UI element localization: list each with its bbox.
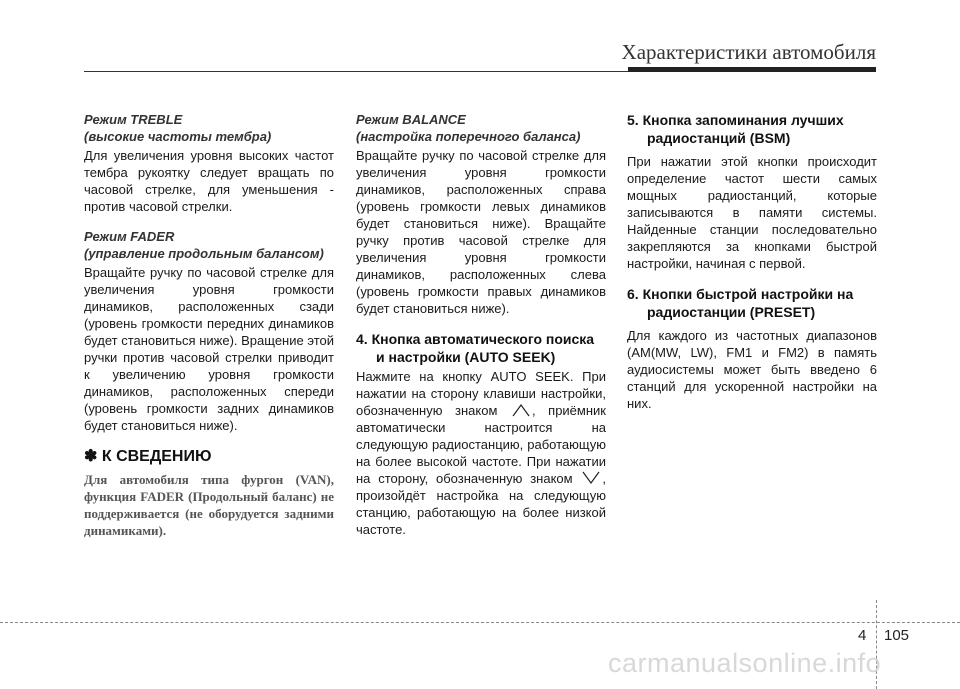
auto-seek-text-3: , произойдёт настройка на следующую станцию, работающую на более низкой частоте. — [356, 471, 606, 537]
auto-seek-text-2: , приёмник автоматически настроится на следующую радиостанцию, работающую на более высокой частоте. При нажатии на сторону, обозначенную знаком — [356, 403, 606, 486]
header-rule-thick — [628, 67, 876, 72]
fader-title: Режим FADER — [84, 229, 175, 244]
fader-subtitle: (управление продольным балансом) — [84, 246, 324, 261]
page-header-title: Характеристики автомобиля — [621, 40, 876, 64]
chapter-number: 4 — [858, 627, 867, 644]
bsm-text: При нажатии этой кнопки происходит определение частот шести самых мощных радиостанций, которые записываются в памяти системы. Найденные станции последовательно закрепляются за кнопками быстрой настройки, начиная с первой. — [627, 154, 877, 271]
bsm-heading: 5. Кнопка запоминания лучших радиостанций (BSM) — [627, 112, 844, 146]
preset-heading: 6. Кнопки быстрой настройки на радиостанции (PRESET) — [627, 286, 854, 320]
fader-text: Вращайте ручку по часовой стрелке для увеличения уровня громкости динамиков, расположенных сзади (уровень громкости передних динамиков будет становиться ниже). Вращение этой ручки против часовой стрелки приводит к увеличению уровня громкости динамиков, расположенных спереди (уровень громкости задних динамиков будет становиться ниже). — [84, 265, 334, 433]
column-left — [84, 111, 334, 539]
watermark: carmanualsonline.info — [608, 648, 882, 678]
note-heading — [84, 447, 334, 467]
auto-seek-text — [356, 368, 606, 538]
note-symbol-icon: ✽ — [84, 448, 98, 465]
note-text: Для автомобиля типа фургон (VAN), функция FADER (Продольный баланс) не поддерживается (не оборудуется задними динамиками). — [84, 472, 334, 538]
treble-subtitle: (высокие частоты тембра) — [84, 129, 272, 144]
column-middle — [356, 111, 606, 538]
balance-title: Режим BALANCE — [356, 112, 466, 127]
treble-title: Режим TREBLE — [84, 112, 183, 127]
balance-text: Вращайте ручку по часовой стрелке для увеличения уровня громкости динамиков, расположенных справа (уровень громкости левых динамиков будет становиться ниже). Вращайте ручку против часовой стрелке для увеличения уровня громкости динамиков, расположенных слева (уровень громкости правых динамиков будет становиться ниже). — [356, 148, 606, 316]
chevron-up-icon — [510, 403, 532, 417]
header-rule — [84, 71, 644, 72]
note-title: К СВЕДЕНИЮ — [101, 448, 212, 465]
footer-rule — [0, 622, 960, 623]
page-number: 105 — [884, 627, 910, 644]
preset-text: Для каждого из частотных диапазонов (AM(MW, LW), FM1 и FM2) в память аудиосистемы может быть введено 6 станций для ускоренной настройки на них. — [627, 328, 877, 411]
balance-subtitle: (настройка поперечного баланса) — [356, 129, 581, 144]
auto-seek-text-1: Нажмите на кнопку AUTO SEEK. При нажатии на сторону клавиши настройки, обозначенную знаком — [356, 369, 606, 418]
chevron-down-icon — [580, 471, 602, 485]
column-right — [627, 111, 877, 412]
auto-seek-heading: 4. Кнопка автоматического поиска и настройки (AUTO SEEK) — [356, 331, 595, 365]
treble-text: Для увеличения уровня высоких частот тембра рукоятку следует вращать по часовой стрелке, для уменьшения - против часовой стрелки. — [84, 148, 334, 214]
